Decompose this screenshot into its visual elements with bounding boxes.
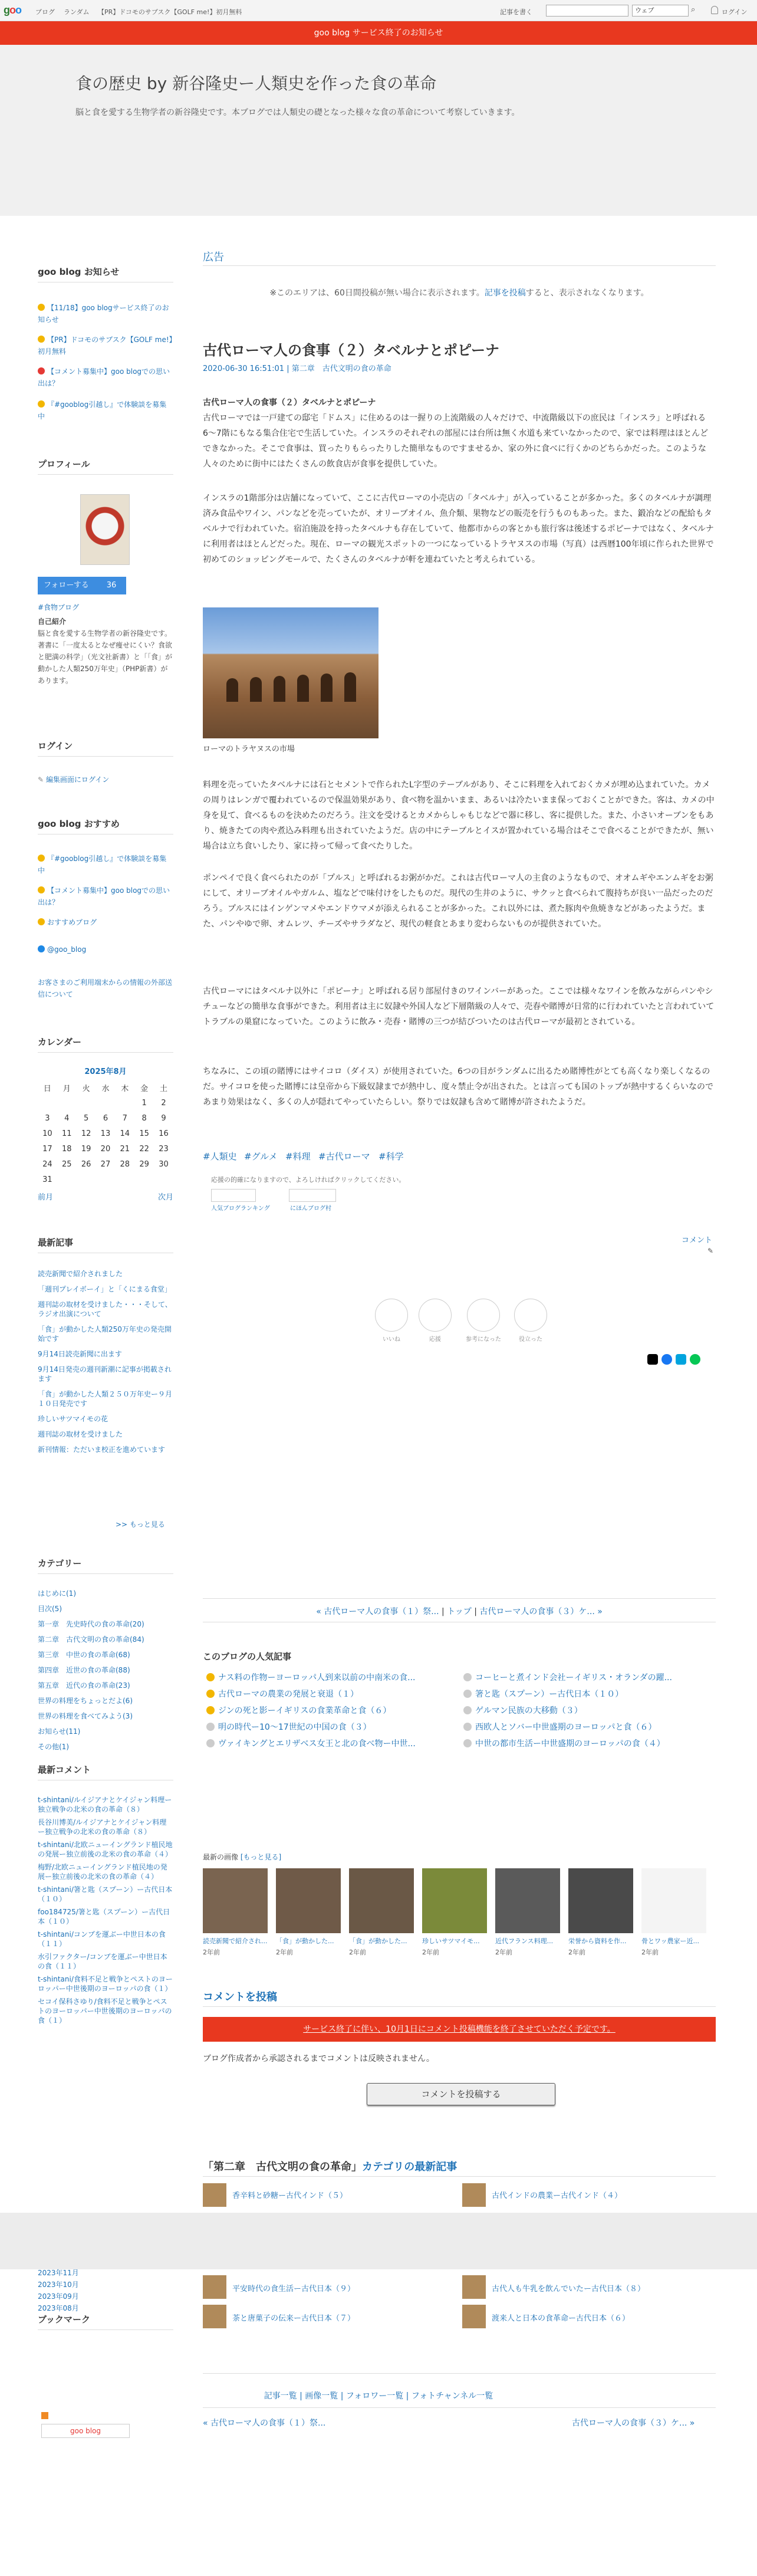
crown-icon: [206, 1690, 215, 1698]
facebook-share-icon[interactable]: [661, 1354, 672, 1365]
popular-item[interactable]: 明の時代ー10〜17世紀の中国の食（３）: [206, 1721, 371, 1733]
calendar-day: 3: [45, 1113, 50, 1123]
external-info-link[interactable]: お客さまのご利用端末からの情報の外部送信について: [38, 978, 173, 998]
category-recent-heading: 「第二章 古代文明の食の革命」カテゴリの最新記事: [203, 2161, 458, 2173]
pencil-icon: ✎: [38, 776, 44, 784]
post-article-link[interactable]: 記事を投稿: [484, 288, 526, 298]
recent-image-thumb[interactable]: [568, 1868, 633, 1933]
category-post-thumb[interactable]: [462, 2305, 486, 2328]
blog-description: 脳と食を愛する生物学者の新谷隆史です。本ブログでは人類史の礎となった様々な食の革命について考察していきます。: [75, 108, 520, 117]
calendar-day: 10: [42, 1129, 52, 1138]
ranking-note: 応援の的確になりますので、よろしければクリックしてください。: [211, 1176, 406, 1184]
recent-image-date: 2年前: [203, 1949, 220, 1956]
login-link[interactable]: ログイン: [722, 8, 748, 16]
calendar-day: 26: [81, 1159, 91, 1169]
calendar-day: 30: [159, 1159, 169, 1169]
tag-link[interactable]: #グルメ: [244, 1151, 278, 1162]
goo-blog-badge[interactable]: goo blog: [41, 2424, 130, 2438]
divider: [38, 1052, 173, 1053]
recommend-item[interactable]: 【コメント募集中】goo blogでの思い出は？: [38, 886, 170, 906]
calendar-day: 28: [120, 1159, 130, 1169]
pager-next[interactable]: 古代ローマ人の食事（３）ケ... »: [479, 1607, 603, 1616]
recent-post-link[interactable]: 9月14日読売新聞に出ます: [38, 1350, 122, 1358]
post-paragraph: ちなみに、この頃の賭博にはサイコロ（ダイス）が使用されていた。6つの目がランダムに出るため賭博性がとても高くなり楽しくなるのだ。サイコロを使った賭博には皇帝から下級奴隷までが熱中し、度々禁止令が出された。とは言っても国のトップが熱中するくらいなのであまり効果はなく、多くの人が隠れてやっていたらしい。祭りでは奴隷も含めて賭博が許されたようだ。: [203, 1067, 714, 1107]
star-icon: [38, 304, 45, 311]
ad-label: 広告: [203, 251, 224, 264]
category-post-thumb[interactable]: [462, 2275, 486, 2299]
divider: [38, 474, 173, 475]
category-link[interactable]: 第二章 古代文明の食の革命(84): [38, 1635, 144, 1644]
calendar-weekday: 木: [121, 1084, 129, 1093]
recent-post-link[interactable]: 週刊誌の取材を受けました: [38, 1430, 123, 1438]
popular-item[interactable]: 古代ローマの農業の発展と衰退（１）: [206, 1688, 358, 1700]
pager-prev[interactable]: « 古代ローマ人の食事（１）祭...: [316, 1607, 439, 1616]
divider: [203, 2407, 716, 2408]
category-link[interactable]: お知らせ(11): [38, 1727, 81, 1736]
popular-item[interactable]: コーヒーと煮インド会社ーイギリス・オランダの躍...: [463, 1671, 672, 1683]
tag-link[interactable]: #人類史: [203, 1151, 237, 1162]
reaction-label: 応援: [429, 1336, 441, 1343]
comment-item[interactable]: t-shintani/ルイジアナとケイジャン料理ー独立戦争の北米の食の革命（８）: [38, 1796, 172, 1813]
recent-image-caption[interactable]: 栄誉から資料を作...: [568, 1937, 627, 1945]
calendar-day: 16: [159, 1129, 169, 1138]
nav-pr[interactable]: 【PR】ドコモのサブスク【GOLF me!】初月無料: [98, 8, 242, 16]
category-link[interactable]: 世界の料理をちょっとだよ(6): [38, 1697, 133, 1705]
recent-post-link[interactable]: 「週刊プレイボーイ」と「くにまる食堂」: [38, 1285, 172, 1293]
calendar-day: [134, 1172, 154, 1187]
category-post-thumb[interactable]: [203, 2305, 226, 2328]
like-reaction[interactable]: [375, 1299, 408, 1332]
photo-caption: ローマのトラヤヌスの市場: [203, 745, 295, 754]
popular-item[interactable]: ナス料の作物ーヨーロッパ人到来以前の中南米の食...: [206, 1671, 416, 1683]
recent-image-date: 2年前: [349, 1949, 366, 1956]
recent-image-thumb[interactable]: [495, 1868, 560, 1933]
calendar-day: 14: [120, 1129, 130, 1138]
archive-link[interactable]: 2023年11月: [38, 2269, 79, 2277]
post-paragraph: 古代ローマにはタベルナ以外に「ポピーナ」と呼ばれる居り部屋付きのワインバーがあった。ここでは様々なワインを飲みながらパンやシチューなどの簡単な食事ができた。利用者は主に奴隷や外国人など下層階級の人々で、売春や賭博が日常的に行われていたと言われていてトラブルの巣窟になっていた。このように飲み・売春・賭博の三つが結びついたのは古代ローマが最初とされている。: [203, 987, 715, 1027]
category-post-link[interactable]: 香辛料と砂糖ー古代インド（５）: [232, 2191, 348, 2200]
recent-heading: 最新記事: [38, 1237, 74, 1248]
category-link[interactable]: 第三章 中世の食の革命(68): [38, 1651, 130, 1659]
category-post-link[interactable]: 平安時代の食生活ー古代日本（９）: [232, 2285, 356, 2294]
divider: [203, 2006, 716, 2007]
calendar-day: 17: [42, 1144, 52, 1154]
calendar-day: 2: [161, 1098, 166, 1108]
recent-list: [38, 1269, 173, 1460]
recent-more-link[interactable]: >> もっと見る: [116, 1520, 165, 1529]
recent-image-date: 2年前: [641, 1949, 659, 1956]
profile-heading: プロフィール: [38, 459, 90, 469]
post-meta[interactable]: 2020-06-30 16:51:01 | 第二章 古代文明の食の革命: [203, 364, 391, 373]
calendar-day: [96, 1095, 116, 1110]
hatena-share-icon[interactable]: [676, 1354, 686, 1365]
recent-images-more[interactable]: [もっと見る]: [240, 1853, 282, 1861]
popular-heading: このブログの人気記事: [203, 1651, 292, 1662]
rank-icon: [463, 1723, 472, 1731]
comment-link[interactable]: コメント: [682, 1236, 713, 1245]
rss-icon[interactable]: [41, 2412, 48, 2419]
popular-item[interactable]: 中世の都市生活ー中世盛期のヨーロッパの食（４）: [463, 1737, 665, 1749]
info-heading: goo blog お知らせ: [38, 267, 120, 277]
intro-heading: 自己紹介: [38, 617, 67, 626]
recent-image-date: 2年前: [495, 1949, 512, 1956]
reaction-label: 参考になった: [466, 1336, 501, 1343]
calendar-day: [77, 1172, 96, 1187]
blogmura-banner[interactable]: [289, 1189, 336, 1202]
popular-item[interactable]: ヴァイキングとエリザベス女王と北の食べ物ー中世...: [206, 1737, 416, 1749]
profile-avatar[interactable]: [80, 494, 130, 565]
recent-post-link[interactable]: 「食」が動かした人類250万年史の発売開始です: [38, 1325, 172, 1343]
divider: [203, 2176, 716, 2177]
archive-list: [38, 2268, 173, 2315]
comment-item[interactable]: t-shintani/コンブを運ぶー中世日本の食（１１）: [38, 1930, 166, 1948]
category-link[interactable]: その他(1): [38, 1743, 69, 1751]
post-pager: « 古代ローマ人の食事（１）祭... | トップ | 古代ローマ人の食事（３）ケ... »: [316, 1607, 603, 1616]
comment-end-notice[interactable]: サービス終了に伴い、10月1日にコメント投稿機能を終了させていただく予定です。: [203, 2017, 716, 2042]
calendar-day: 20: [100, 1144, 111, 1154]
reaction-label: いいね: [383, 1336, 400, 1343]
twitter-icon: [38, 945, 45, 952]
calendar-day: 21: [120, 1144, 130, 1154]
calendar-heading: カレンダー: [38, 1037, 82, 1047]
post-comment-button[interactable]: コメントを投稿する: [367, 2083, 555, 2105]
recommend-heading: goo blog おすすめ: [38, 819, 120, 829]
archive-link[interactable]: 2023年09月: [38, 2292, 79, 2301]
calendar-day: [38, 1095, 57, 1110]
recent-image-caption[interactable]: 珍しいサツマイモ...: [422, 1937, 480, 1945]
recent-post-link[interactable]: 珍しいサツマイモの花: [38, 1415, 108, 1423]
calendar-day: 19: [81, 1144, 91, 1154]
write-post-link[interactable]: 記事を書く: [500, 8, 532, 16]
recent-image-caption[interactable]: 「食」が動かした...: [349, 1937, 407, 1945]
post-paragraph: インスラの1階部分は店舗になっていて、ここに古代ローマの小売店の「タベルナ」が入っていることが多かった。多くのタベルナが調理済み食品やワイン、パンなどを売っていたが、オリーブオイル、魚介類、果物などの販売を行うものもあった。また、鍛冶などの配給もタベルナで行われていた。宿泊施設を持ったタベルナも存在していて、他都市からの客とかも旅行客は後述するポピーナではなく、タベルナに利用者はほとんどだった。現在、ローマの観光スポットの一つになっているトラヤヌスの市場（写真）は西暦100年頃に作られた世界で初めてのショッピングモールで、たくさんのタベルナが軒を連ねていたと考えられている。: [203, 494, 714, 564]
comment-item[interactable]: t-shintani/北欧ニューイングランド植民地の発展ー独立前後の北米の食の革命（４）: [38, 1841, 173, 1858]
calendar-weekday: 日: [43, 1084, 51, 1093]
divider: [203, 1598, 716, 1599]
recommend-item[interactable]: おすすめブログ: [38, 916, 173, 928]
comment-approval-note: ブログ作成者から承認されるまでコメントは反映されません。: [203, 2054, 435, 2064]
editor-login-link[interactable]: ✎ 編集画面にログイン: [38, 776, 110, 784]
search-icon[interactable]: ⌕: [691, 5, 696, 14]
comment-heading-side: 最新コメント: [38, 1765, 91, 1775]
archive-link[interactable]: 2023年08月: [38, 2304, 79, 2312]
calendar-day: 7: [122, 1113, 127, 1123]
star-icon: [38, 336, 45, 343]
calendar-day: 24: [42, 1159, 52, 1169]
rank-icon: [463, 1690, 472, 1698]
comment-item[interactable]: t-shintani/箸と匙（スプーン）ー古代日本（１０）: [38, 1885, 173, 1903]
calendar: [38, 1065, 173, 1202]
divider: [38, 2329, 173, 2330]
recent-post-link[interactable]: 読売新聞で紹介されました: [38, 1270, 123, 1278]
calendar-next[interactable]: 次月: [157, 1193, 173, 1202]
crown-icon: [206, 1673, 215, 1681]
recent-image-thumb[interactable]: [422, 1868, 487, 1933]
post-paragraph: 料理を売っていたタベルナには石とセメントで作られたL字型のテーブルがあり、そこに料理を入れておくカメが埋め込まれていた。カメの周りはレンガで覆われているので保温効果があり、食べ物を温かいまま、あるいは冷たいまま保っておくことができた。客は、カメの中身を見て、食べるものを決めたのだろう。注文を受けるとカメからしゃもじなどで器に移し、客に提供した。また、小さいオーブンをもあり、焼きたての肉や煮込み料理も出されていたようだ。店の中にテーブルとイスが置かれている場合はそこで食べることができたが、無い場合は立ち食いしたり、家に持って帰って食べたりした。: [203, 780, 715, 851]
recent-image-thumb[interactable]: [276, 1868, 341, 1933]
post-paragraph: 古代ローマでは一戸建ての邸宅「ドムス」に住めるのは一握りの上流階級の人々だけで、中流階級以下の庶民は「インスラ」と呼ばれる6〜7階にもなる集合住宅で生活していた。インスラのそれぞれの部屋には台所は無く水道も来ていなかったので、家では料理はほとんどできなかった。そこで食事は、買ったりもらったりした簡単なものですませるか、家の外に食べに行くかのどちらかだった。このような人々のために街中にはたくさんの飲食店が食事を提供していた。: [203, 413, 709, 469]
popular-item[interactable]: 箸と匙（スプーン）ー古代日本（１０）: [463, 1688, 623, 1700]
calendar-day: 23: [159, 1144, 169, 1154]
pencil-icon: ✎: [707, 1247, 714, 1255]
comment-heading: コメントを投稿: [203, 1991, 277, 2003]
recent-image-date: 2年前: [276, 1949, 293, 1956]
calendar-day: 27: [100, 1159, 111, 1169]
rank-icon: [206, 1723, 215, 1731]
useful-reaction[interactable]: [514, 1299, 547, 1332]
calendar-weekday: 土: [160, 1084, 168, 1093]
recent-image-caption[interactable]: 骨とワッ農家ー近...: [641, 1937, 699, 1945]
blog-title[interactable]: 食の歴史 by 新谷隆史ー人類史を作った食の革命: [75, 74, 437, 93]
category-link[interactable]: 第四章 近世の食の革命(88): [38, 1666, 130, 1674]
star-icon: [38, 855, 45, 862]
comment-item[interactable]: 水引ファクター/コンブを運ぶー中世日本の食（１１）: [38, 1953, 167, 1970]
comment-item[interactable]: 梅野/北欧ニューイングランド植民地の発展ー独立前後の北米の食の革命（４）: [38, 1863, 167, 1881]
divider: [203, 265, 716, 266]
recent-post-link[interactable]: 「食」が動かした人類２５０万年史ー９月１０日発売です: [38, 1390, 173, 1408]
tag-link[interactable]: #古代ローマ: [318, 1151, 370, 1162]
reaction-label: 役立った: [519, 1336, 542, 1343]
nav-random[interactable]: ランダム: [64, 8, 90, 16]
comment-list: [38, 1795, 173, 2029]
comment-item[interactable]: t-shintani/食料不足と戦争とペストのヨーロッパー中世後期のヨーロッパの食（１）: [38, 1975, 173, 1993]
calendar-day: [154, 1172, 173, 1187]
comment-item[interactable]: foo184725/箸と匙（スプーン）ー古代日本（１０）: [38, 1908, 170, 1926]
calendar-day: 1: [141, 1098, 147, 1108]
calendar-day: 4: [64, 1113, 70, 1123]
tag-link[interactable]: #料理: [285, 1151, 311, 1162]
category-post-link[interactable]: 渡来人と日本の食革命ー古代日本（６）: [492, 2314, 630, 2323]
info-item[interactable]: 【コメント募集中】goo blogでの思い出は？: [38, 367, 170, 387]
star-icon: [38, 367, 45, 374]
login-heading: ログイン: [38, 741, 73, 751]
post-subtitle: 古代ローマ人の食事（２）タベルナとポピーナ: [203, 398, 376, 408]
divider: [38, 1573, 173, 1574]
cheer-reaction[interactable]: [419, 1299, 452, 1332]
follow-button[interactable]: フォローする 36: [38, 577, 126, 594]
category-list: [38, 1589, 173, 1757]
recent-images-heading: 最新の画像 [もっと見る]: [203, 1853, 282, 1861]
category-post-thumb[interactable]: [203, 2275, 226, 2299]
recommend-item[interactable]: @goo_blog: [38, 944, 173, 955]
category-link[interactable]: 目次(5): [38, 1605, 62, 1613]
calendar-weekday: 水: [101, 1084, 110, 1093]
rank-icon: [463, 1673, 472, 1681]
rank-icon: [463, 1706, 472, 1714]
line-share-icon[interactable]: [690, 1354, 700, 1365]
rank-icon: [463, 1739, 472, 1747]
footer-next[interactable]: 古代ローマ人の食事（３）ケ... »: [572, 2419, 695, 2428]
calendar-day: 15: [139, 1129, 149, 1138]
grey-band: [0, 2213, 757, 2269]
calendar-day: [115, 1095, 134, 1110]
calendar-day: [77, 1095, 96, 1110]
search-input[interactable]: [546, 5, 628, 17]
calendar-day: 25: [61, 1159, 72, 1169]
recent-post-link[interactable]: 新刊情報：ただいま校正を進めています: [38, 1445, 166, 1454]
category-link[interactable]: 第五章 近代の食の革命(23): [38, 1681, 130, 1690]
calendar-day: 22: [139, 1144, 149, 1154]
recent-image-thumb[interactable]: [641, 1868, 706, 1933]
comment-item[interactable]: 長谷川博美/ルイジアナとケイジャン料理ー独立戦争の北米の食の革命（８）: [38, 1818, 167, 1836]
calendar-day: 6: [103, 1113, 108, 1123]
service-end-notice[interactable]: goo blog サービス終了のお知らせ: [0, 21, 757, 45]
top-bar: [0, 0, 757, 21]
recent-image-date: 2年前: [422, 1949, 439, 1956]
calendar-day: 8: [141, 1113, 147, 1123]
star-icon: [38, 918, 45, 925]
nav-blog[interactable]: ブログ: [35, 8, 55, 16]
calendar-day: 31: [42, 1175, 52, 1184]
category-post-link[interactable]: 茶と唐菓子の伝来ー古代日本（７）: [232, 2314, 356, 2323]
recent-post-link[interactable]: 9月14日発売の週刊新潮に記事が掲載されます: [38, 1365, 172, 1383]
calendar-weekday: 月: [62, 1084, 71, 1093]
recent-image-caption[interactable]: 「食」が動かした...: [276, 1937, 334, 1945]
calendar-day: 13: [100, 1129, 111, 1138]
calendar-day: [115, 1172, 134, 1187]
lock-icon: [711, 6, 718, 14]
calendar-day: 29: [139, 1159, 149, 1169]
recent-image-thumb[interactable]: [203, 1868, 268, 1933]
hashtag-link[interactable]: #食物ブログ: [38, 603, 80, 612]
footer-links[interactable]: 記事一覧 | 画像一覧 | フォロワー一覧 | フォトチャンネル一覧: [264, 2391, 493, 2401]
popular-item[interactable]: ジンの死と影ーイギリスの食業革命と食（６）: [206, 1704, 391, 1716]
ranking-label[interactable]: 人気ブログランキング: [211, 1205, 270, 1212]
category-post-thumb[interactable]: [462, 2183, 486, 2207]
goo-logo[interactable]: goo: [4, 4, 21, 16]
intro-text: 脳と食を愛する生物学者の新谷隆史です。著書に「一度太るとなぜ痩せにくい？食欲と肥満の科学」（光文社新書）と「「食」が動かした人類250万年史」（PHP新書）があります。: [38, 629, 173, 685]
comment-item[interactable]: セコイ保科さゆり/食料不足と戦争とペストのヨーロッパー中世後期のヨーロッパの食（１）: [38, 1997, 172, 2025]
calendar-day: 11: [61, 1129, 72, 1138]
pager-top[interactable]: トップ: [447, 1607, 472, 1616]
calendar-day: [57, 1095, 77, 1110]
divider: [38, 756, 173, 757]
category-link[interactable]: はじめに(1): [38, 1589, 76, 1598]
popular-item[interactable]: ゲルマン民族の大移動（３）: [463, 1704, 582, 1716]
category-post-link[interactable]: 古代人も牛乳を飲んでいたー古代日本（８）: [492, 2285, 646, 2294]
recent-post-link[interactable]: 週刊誌の取材を受けました・・・そして、ラジオ出演について: [38, 1300, 172, 1318]
post-paragraph: ポンペイで良く食べられたのが「プルス」と呼ばれるお粥がかだ。これは古代ローマ人の主食のようなもので、オオムギやエンムギをお粥にして、オリーブオイルやガルム、塩などで味付けをしたものだ。現代の生井のように、サクッと食べられて腹持ちが良い一品だったのだろう。プルスにはインゲンマメやエンドウマメが添えられることが多かった。これ以外には、煮た豚肉や魚焼きなどがあったようだ。また、パンやゆで卵、オムレツ、チーズやサラダなど、現代の軽食とあまり変わらないものが提供されていた。: [203, 873, 713, 929]
ad-note: ※このエリアは、60日間投稿が無い場合に表示されます。記事を投稿すると、表示されなくなります。: [269, 288, 649, 298]
info-item[interactable]: 【11/18】goo blogサービス終了のお知らせ: [38, 304, 169, 324]
recent-image-thumb[interactable]: [349, 1868, 414, 1933]
category-heading: カテゴリー: [38, 1558, 82, 1569]
recent-image-caption[interactable]: 近代フランス料理...: [495, 1937, 554, 1945]
archive-link[interactable]: 2023年10月: [38, 2281, 79, 2289]
crown-icon: [206, 1706, 215, 1714]
calendar-day: [57, 1172, 77, 1187]
recommend-item[interactable]: 『#gooblog引越し』で体験談を募集中: [38, 855, 167, 875]
tag-link[interactable]: #科学: [378, 1151, 404, 1162]
category-link[interactable]: 第一章 先史時代の食の革命(20): [38, 1620, 144, 1628]
info-item[interactable]: 『#gooblog引越し』で体験談を募集中: [38, 400, 167, 420]
blog-ranking-banner[interactable]: [211, 1189, 256, 1202]
category-link[interactable]: 世界の料理を食べてみよう(3): [38, 1712, 133, 1720]
category-post-link[interactable]: 古代インドの農業ー古代インド（４）: [492, 2191, 623, 2200]
calendar-weekday: 金: [140, 1084, 149, 1093]
category-post-thumb[interactable]: [203, 2183, 226, 2207]
post-title: 古代ローマ人の食事（２）タベルナとポピーナ: [203, 342, 500, 359]
divider: [203, 2373, 716, 2374]
calendar-day: 12: [81, 1129, 91, 1138]
recent-image-caption[interactable]: 読売新聞で紹介され...: [203, 1937, 268, 1945]
calendar-prev[interactable]: 前月: [38, 1193, 54, 1202]
popular-item[interactable]: 西欧人とソバー中世盛期のヨーロッパと食（６）: [463, 1721, 656, 1733]
x-share-icon[interactable]: [647, 1354, 658, 1365]
recent-image-date: 2年前: [568, 1949, 585, 1956]
calendar-day: [96, 1172, 116, 1187]
calendar-day: 18: [61, 1144, 72, 1154]
calendar-title: 2025年8月: [84, 1067, 127, 1076]
helpful-reaction[interactable]: [467, 1299, 500, 1332]
bookmark-heading: ブックマーク: [38, 2314, 90, 2325]
info-item[interactable]: 【PR】ドコモのサブスク【GOLF me!】初月無料: [38, 336, 173, 356]
calendar-day: 9: [161, 1113, 166, 1123]
calendar-weekday: 火: [82, 1084, 90, 1093]
footer-prev[interactable]: « 古代ローマ人の食事（１）祭...: [203, 2419, 326, 2428]
rank-icon: [206, 1739, 215, 1747]
star-icon: [38, 886, 45, 893]
trajan-market-photo[interactable]: [203, 607, 378, 738]
calendar-day: 5: [83, 1113, 89, 1123]
star-icon: [38, 400, 45, 408]
search-scope-select[interactable]: ウェブ: [632, 5, 689, 17]
ranking-label[interactable]: にほんブログ村: [290, 1205, 331, 1212]
